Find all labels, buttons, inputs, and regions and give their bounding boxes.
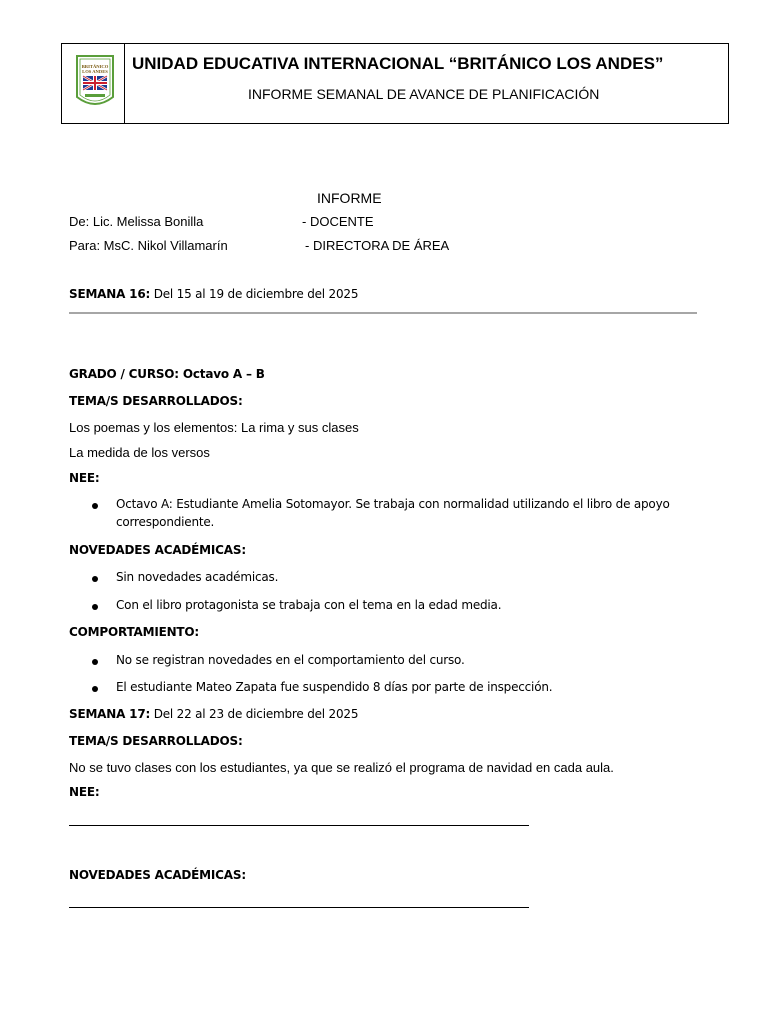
week16-academic-item-2: Con el libro protagonista se trabaja con el tema en la edad media.: [116, 598, 502, 612]
memo-from: De: Lic. Melissa Bonilla: [69, 214, 204, 229]
document-header: [61, 43, 729, 124]
week16-label: SEMANA 16:: [69, 287, 151, 301]
week17-label: SEMANA 17:: [69, 707, 151, 721]
logo-text-mid: LOS ANDES: [82, 69, 108, 74]
nee-blank-line: [69, 825, 529, 826]
memo-to-role: - DIRECTORA DE ÁREA: [305, 238, 450, 253]
week17-heading: [69, 707, 358, 721]
week17-dates: Del 22 al 23 de diciembre del 2025: [153, 707, 359, 721]
bullet-icon: [92, 604, 98, 610]
week17-topics-label: TEMA/S DESARROLLADOS:: [69, 734, 243, 748]
week16-topic-2: La medida de los versos: [69, 445, 210, 460]
week17-nee-label: NEE:: [69, 785, 100, 799]
week16-behavior-item-2: El estudiante Mateo Zapata fue suspendido 8 días por parte de inspección.: [116, 680, 553, 694]
week16-behavior-label: COMPORTAMIENTO:: [69, 625, 200, 639]
week16-academic-item-1: Sin novedades académicas.: [116, 570, 279, 584]
week16-dates: Del 15 al 19 de diciembre del 2025: [153, 287, 359, 301]
week16-nee-item-line2: correspondiente.: [116, 515, 215, 529]
memo-to: Para: MsC. Nikol Villamarín: [69, 238, 228, 253]
week16-behavior-item-1: No se registran novedades en el comportamiento del curso.: [116, 653, 465, 667]
school-name: UNIDAD EDUCATIVA INTERNACIONAL “BRITÁNICO LOS ANDES”: [132, 54, 664, 73]
school-logo: [74, 53, 116, 111]
academic-blank-line: [69, 907, 529, 908]
bullet-icon: [92, 503, 98, 509]
week16-academic-label: NOVEDADES ACADÉMICAS:: [69, 543, 246, 557]
week16-nee-item-line1: Octavo A: Estudiante Amelia Sotomayor. Se trabaja con normalidad utilizando el libro de apoyo: [116, 497, 670, 511]
bullet-icon: [92, 576, 98, 582]
logo-text-top: BRITÁNICO: [81, 64, 109, 69]
week16-topics-label: TEMA/S DESARROLLADOS:: [69, 394, 243, 408]
week16-topic-1: Los poemas y los elementos: La rima y sus clases: [69, 420, 359, 435]
memo-from-role: - DOCENTE: [302, 214, 374, 229]
week16-nee-label: NEE:: [69, 471, 100, 485]
header-divider: [124, 44, 125, 123]
memo-title: INFORME: [317, 190, 382, 206]
week17-topics-text: No se tuvo clases con los estudiantes, ya que se realizó el programa de navidad en cada aula.: [69, 760, 614, 775]
grade-label: GRADO / CURSO: Octavo A – B: [69, 367, 265, 381]
section-separator: [69, 312, 697, 314]
report-type: INFORME SEMANAL DE AVANCE DE PLANIFICACIÓN: [248, 86, 600, 102]
week17-academic-label: NOVEDADES ACADÉMICAS:: [69, 868, 246, 882]
week16-heading: [69, 287, 358, 301]
flag-icon: [83, 76, 107, 90]
bullet-icon: [92, 659, 98, 665]
bullet-icon: [92, 686, 98, 692]
